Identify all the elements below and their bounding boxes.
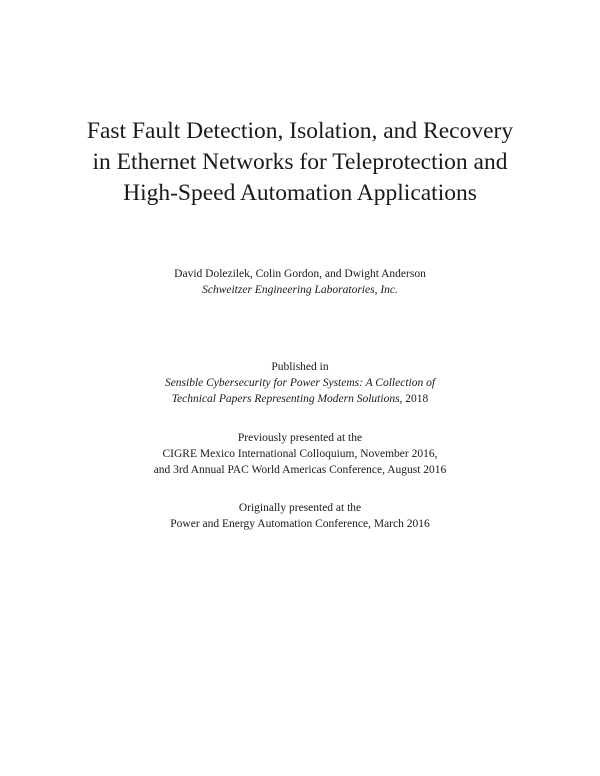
published-label: Published in <box>271 361 329 373</box>
author-affiliation: Schweitzer Engineering Laboratories, Inc. <box>202 284 398 296</box>
published-work-line-2: Technical Papers Representing Modern Solutions <box>171 393 400 405</box>
published-work-line-2-wrapper <box>40 391 560 407</box>
paper-title <box>40 116 560 209</box>
previously-presented-block <box>40 430 560 478</box>
previously-line-2: and 3rd Annual PAC World Americas Conference, August 2016 <box>153 464 447 476</box>
published-year: , 2018 <box>399 393 429 405</box>
originally-label: Originally presented at the <box>238 502 362 514</box>
author-block <box>40 266 560 298</box>
originally-presented-block <box>40 500 560 532</box>
previously-label: Previously presented at the <box>237 432 363 444</box>
previously-line-1: CIGRE Mexico International Colloquium, November 2016, <box>162 448 438 460</box>
title-line-2: in Ethernet Networks for Teleprotection and <box>92 149 508 175</box>
title-line-3: High-Speed Automation Applications <box>123 180 477 206</box>
published-work-line-1: Sensible Cybersecurity for Power Systems: A Collection of <box>164 377 436 389</box>
originally-line-1: Power and Energy Automation Conference, March 2016 <box>170 518 430 530</box>
published-block <box>40 359 560 407</box>
author-names: David Dolezilek, Colin Gordon, and Dwight Anderson <box>174 268 426 280</box>
title-line-1: Fast Fault Detection, Isolation, and Recovery <box>86 118 514 144</box>
